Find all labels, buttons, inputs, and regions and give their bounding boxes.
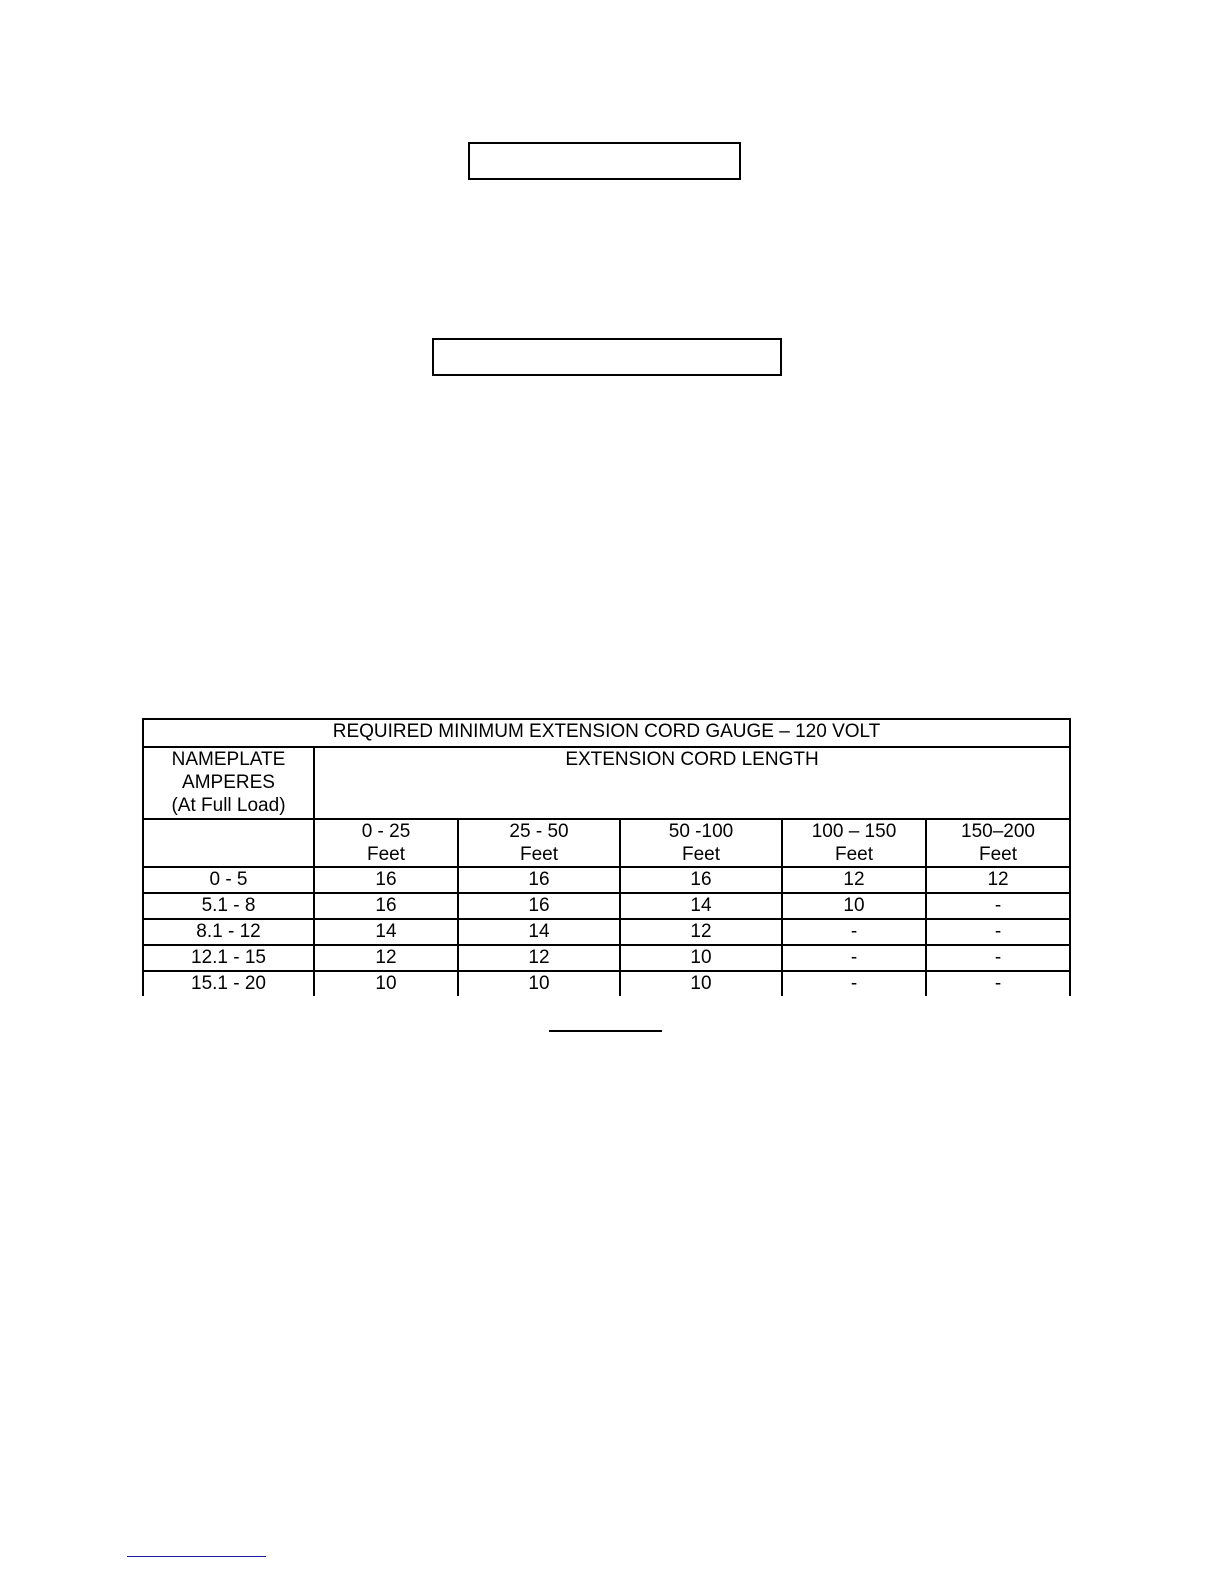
column-unit: Feet	[681, 844, 721, 865]
gauge-cell: 14	[620, 893, 782, 919]
gauge-cell: 14	[458, 919, 620, 945]
gauge-cell: 16	[314, 893, 458, 919]
column-range: 100 – 150	[811, 821, 897, 842]
amperes-header-line: (At Full Load)	[171, 795, 286, 816]
amps-cell: 0 - 5	[143, 867, 314, 893]
column-unit: Feet	[978, 844, 1018, 865]
gauge-cell: 10	[620, 945, 782, 971]
column-unit: Feet	[834, 844, 874, 865]
amps-cell: 5.1 - 8	[143, 893, 314, 919]
heading-box-second	[432, 338, 782, 376]
gauge-cell: 10	[782, 893, 926, 919]
gauge-cell: 12	[314, 945, 458, 971]
table-title: REQUIRED MINIMUM EXTENSION CORD GAUGE – 120 VOLT	[143, 719, 1070, 747]
table-row	[143, 945, 1070, 971]
gauge-cell: -	[926, 919, 1070, 945]
gauge-cell: -	[926, 971, 1070, 996]
column-header	[458, 819, 620, 867]
gauge-cell: 16	[458, 893, 620, 919]
column-header	[314, 819, 458, 867]
gauge-cell: 10	[458, 971, 620, 996]
extension-cord-gauge-table	[142, 718, 1071, 996]
column-range: 25 - 50	[509, 821, 569, 842]
table-row	[143, 893, 1070, 919]
table-row	[143, 971, 1070, 996]
gauge-cell: -	[782, 919, 926, 945]
column-range: 150–200	[961, 821, 1035, 842]
table-row	[143, 867, 1070, 893]
gauge-cell: 16	[620, 867, 782, 893]
gauge-cell: -	[926, 893, 1070, 919]
gauge-cell: 10	[314, 971, 458, 996]
gauge-cell: -	[782, 945, 926, 971]
column-unit: Feet	[519, 844, 559, 865]
gauge-cell: 14	[314, 919, 458, 945]
gauge-cell: 12	[782, 867, 926, 893]
underline-rule	[549, 1030, 662, 1032]
amps-cell: 15.1 - 20	[143, 971, 314, 996]
column-range: 50 -100	[668, 821, 734, 842]
gauge-cell: 12	[926, 867, 1070, 893]
gauge-cell: -	[926, 945, 1070, 971]
gauge-cell: 12	[458, 945, 620, 971]
gauge-cell: 16	[458, 867, 620, 893]
length-header: EXTENSION CORD LENGTH	[314, 747, 1070, 819]
amps-cell: 12.1 - 15	[143, 945, 314, 971]
gauge-cell: 12	[620, 919, 782, 945]
column-unit: Feet	[366, 844, 406, 865]
heading-box-top	[468, 142, 741, 180]
column-header	[620, 819, 782, 867]
column-header	[782, 819, 926, 867]
table-row	[143, 919, 1070, 945]
amps-cell: 8.1 - 12	[143, 919, 314, 945]
empty-header-cell	[143, 819, 314, 867]
gauge-cell: 10	[620, 971, 782, 996]
footnote-rule	[127, 1556, 266, 1557]
column-range: 0 - 25	[361, 821, 411, 842]
column-header	[926, 819, 1070, 867]
amperes-header	[143, 747, 314, 819]
amperes-header-line: NAMEPLATE	[171, 749, 286, 770]
gauge-cell: -	[782, 971, 926, 996]
amperes-header-line: AMPERES	[182, 772, 275, 793]
gauge-cell: 16	[314, 867, 458, 893]
